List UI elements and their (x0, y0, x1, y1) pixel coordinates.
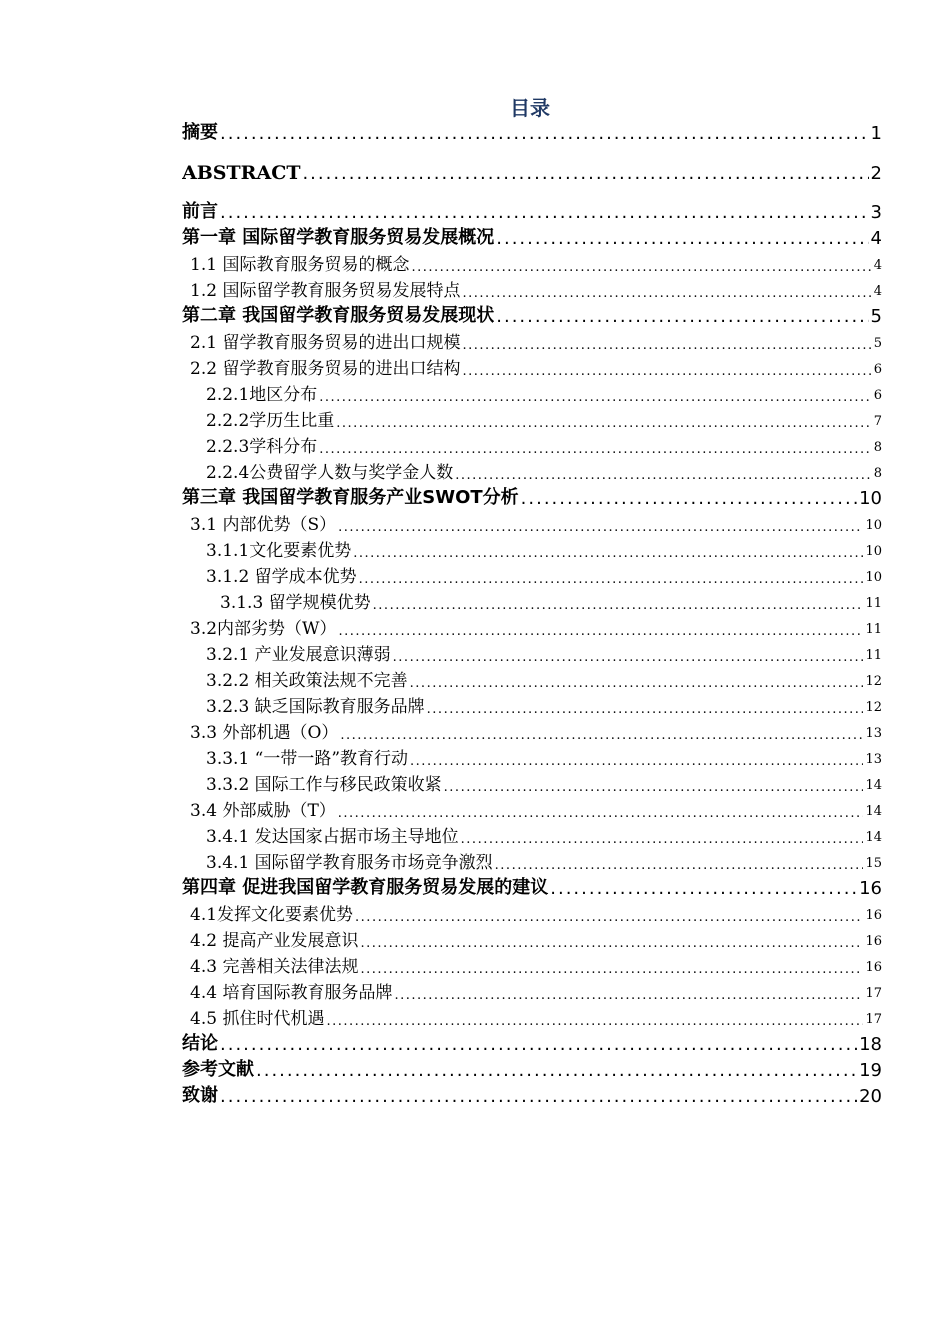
toc-label: 3.1.3 留学规模优势 (220, 593, 371, 613)
toc-page: 19 (859, 1060, 882, 1081)
toc-page: 18 (859, 1034, 882, 1055)
toc-label: 2.2.1地区分布 (206, 385, 318, 405)
leader-dots (339, 624, 864, 639)
toc-label: 3.1.1文化要素优势 (206, 541, 352, 561)
toc-entry[interactable] (182, 223, 882, 249)
leader-dots (326, 1014, 863, 1029)
toc-label: 3.2.2 相关政策法规不完善 (206, 671, 408, 691)
toc-label: 3.3.1 “一带一路”教育行动 (206, 749, 409, 769)
toc-entry[interactable] (182, 1081, 882, 1107)
leader-dots (496, 306, 868, 327)
leader-dots (444, 780, 864, 795)
leader-dots (462, 338, 871, 353)
toc-entry[interactable] (182, 118, 882, 144)
leader-dots (462, 286, 871, 301)
leader-dots (393, 650, 864, 665)
toc-entry[interactable] (190, 275, 882, 301)
toc-page: 16 (865, 908, 882, 923)
toc-page: 8 (873, 440, 882, 455)
leader-dots (319, 390, 871, 405)
leader-dots (336, 416, 871, 431)
toc-label: 参考文献 (182, 1059, 254, 1080)
toc-entry[interactable] (220, 587, 882, 613)
toc-label: 2.2.4公费留学人数与奖学金人数 (206, 463, 454, 483)
toc-label: 3.3 外部机遇（O） (190, 723, 339, 743)
toc-entry[interactable] (206, 457, 882, 483)
leader-dots (338, 520, 863, 535)
toc-entry[interactable] (182, 197, 882, 223)
toc-page: 5 (870, 306, 882, 327)
toc-label: 3.2.1 产业发展意识薄弱 (206, 645, 391, 665)
leader-dots (355, 910, 863, 925)
toc-page: 2 (870, 163, 882, 184)
toc-page: 16 (865, 960, 882, 975)
toc-entry[interactable] (206, 561, 882, 587)
leader-dots (220, 202, 869, 223)
leader-dots (302, 163, 868, 184)
leader-dots (220, 1034, 857, 1055)
toc-label: 3.4 外部威胁（T） (190, 801, 336, 821)
toc-page: 6 (873, 388, 882, 403)
toc-label: 3.2内部劣势（W） (190, 619, 337, 639)
toc-page: 4 (870, 228, 882, 249)
leader-dots (353, 546, 863, 561)
toc-label: 4.2 提高产业发展意识 (190, 931, 359, 951)
toc-label: 4.1发挥文化要素优势 (190, 905, 354, 925)
toc-entry[interactable] (190, 327, 882, 353)
toc-entry[interactable] (182, 483, 882, 509)
leader-dots (373, 598, 864, 613)
toc-entry[interactable] (190, 717, 882, 743)
toc-page: 14 (865, 804, 882, 819)
leader-dots (319, 442, 871, 457)
toc-entry[interactable] (182, 158, 882, 184)
toc-page: 17 (865, 986, 882, 1001)
toc-page: 16 (865, 934, 882, 949)
toc-entry[interactable] (190, 249, 882, 275)
toc-entry[interactable] (190, 1003, 882, 1029)
toc-entry[interactable] (206, 431, 882, 457)
leader-dots (427, 702, 864, 717)
leader-dots (495, 858, 864, 873)
toc-label: ABSTRACT (182, 162, 301, 184)
toc-page: 8 (873, 466, 882, 481)
toc-page: 3 (870, 202, 882, 223)
toc-page: 14 (865, 830, 882, 845)
toc-label: 2.2 留学教育服务贸易的进出口结构 (190, 359, 461, 379)
toc-page: 10 (865, 570, 882, 585)
toc-entry[interactable] (206, 665, 882, 691)
toc-label: 3.2.3 缺乏国际教育服务品牌 (206, 697, 425, 717)
toc-page: 4 (873, 258, 882, 273)
toc-page: 16 (859, 878, 882, 899)
toc-entry[interactable] (190, 509, 882, 535)
toc-page: 10 (865, 544, 882, 559)
toc-entry[interactable] (206, 743, 882, 769)
toc-label: 第四章 促进我国留学教育服务贸易发展的建议 (182, 877, 549, 898)
toc-label: 1.1 国际教育服务贸易的概念 (190, 255, 410, 275)
toc-page: 11 (865, 648, 882, 663)
toc-label: 2.1 留学教育服务贸易的进出口规模 (190, 333, 461, 353)
toc-page: 12 (865, 674, 882, 689)
leader-dots (496, 228, 868, 249)
toc-entry[interactable] (206, 847, 882, 873)
toc-page: 1 (870, 123, 882, 144)
toc-page: 15 (865, 856, 882, 871)
toc-page: 10 (865, 518, 882, 533)
toc-entry[interactable] (206, 691, 882, 717)
toc-entry[interactable] (206, 821, 882, 847)
toc-label: 3.1 内部优势（S） (190, 515, 337, 535)
toc-page: 17 (865, 1012, 882, 1027)
leader-dots (220, 1086, 857, 1107)
toc-entry[interactable] (206, 769, 882, 795)
toc-label: 摘要 (182, 122, 218, 143)
toc-page: 12 (865, 700, 882, 715)
toc-entry[interactable] (206, 639, 882, 665)
toc-page: 11 (865, 596, 882, 611)
toc-entry[interactable] (206, 379, 882, 405)
leader-dots (360, 936, 863, 951)
toc-label: 3.1.2 留学成本优势 (206, 567, 357, 587)
leader-dots (256, 1060, 857, 1081)
toc-label: 2.2.2学历生比重 (206, 411, 335, 431)
toc-entry[interactable] (182, 1055, 882, 1081)
toc-entry[interactable] (190, 899, 882, 925)
toc-entry[interactable] (190, 353, 882, 379)
toc-entry[interactable] (182, 873, 882, 899)
toc-label: 第三章 我国留学教育服务产业SWOT分析 (182, 487, 519, 508)
toc-label: 3.4.1 发达国家占据市场主导地位 (206, 827, 459, 847)
toc-entry[interactable] (190, 925, 882, 951)
leader-dots (521, 488, 857, 509)
toc-page: 6 (873, 362, 882, 377)
toc-entry[interactable] (182, 301, 882, 327)
toc-entry[interactable] (190, 977, 882, 1003)
toc-label: 4.3 完善相关法律法规 (190, 957, 359, 977)
leader-dots (461, 832, 864, 847)
toc-entry[interactable] (206, 405, 882, 431)
leader-dots (550, 878, 857, 899)
toc-label: 3.4.1 国际留学教育服务市场竞争激烈 (206, 853, 493, 873)
toc-page: 13 (865, 752, 882, 767)
leader-dots (455, 468, 871, 483)
leader-dots (410, 676, 864, 691)
leader-dots (411, 260, 871, 275)
toc-entry[interactable] (190, 613, 882, 639)
leader-dots (338, 806, 864, 821)
toc-page: 10 (859, 488, 882, 509)
leader-dots (340, 728, 863, 743)
toc-entry[interactable] (206, 535, 882, 561)
toc-label: 4.5 抓住时代机遇 (190, 1009, 325, 1029)
leader-dots (220, 123, 869, 144)
toc-title: 目录 (510, 96, 550, 120)
toc-page: 11 (865, 622, 882, 637)
toc-entry[interactable] (190, 795, 882, 821)
leader-dots (394, 988, 863, 1003)
toc-page: 14 (865, 778, 882, 793)
leader-dots (410, 754, 863, 769)
toc-label: 4.4 培育国际教育服务品牌 (190, 983, 393, 1003)
leader-dots (360, 962, 863, 977)
leader-dots (359, 572, 864, 587)
toc-entry[interactable] (190, 951, 882, 977)
toc-page: 13 (865, 726, 882, 741)
toc-label: 前言 (182, 201, 218, 222)
toc-entry[interactable] (182, 1029, 882, 1055)
leader-dots (462, 364, 871, 379)
toc-page: 20 (859, 1086, 882, 1107)
toc-label: 2.2.3学科分布 (206, 437, 318, 457)
toc-page: 7 (873, 414, 882, 429)
toc-label: 致谢 (182, 1085, 218, 1106)
toc-label: 3.3.2 国际工作与移民政策收紧 (206, 775, 442, 795)
toc-label: 1.2 国际留学教育服务贸易发展特点 (190, 281, 461, 301)
toc-page: 5 (873, 336, 882, 351)
toc-label: 结论 (182, 1033, 218, 1054)
toc-label: 第一章 国际留学教育服务贸易发展概况 (182, 227, 495, 248)
toc-page: 4 (873, 284, 882, 299)
toc-label: 第二章 我国留学教育服务贸易发展现状 (182, 305, 495, 326)
